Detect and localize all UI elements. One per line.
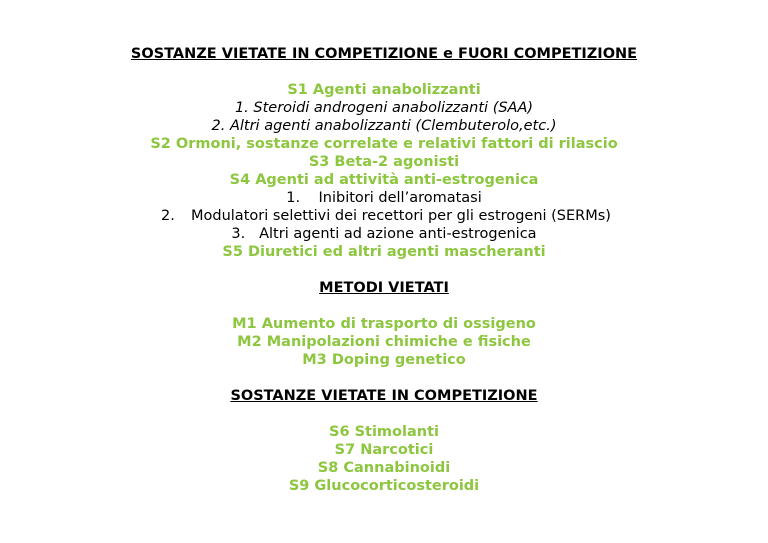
s4-item-2-text: Modulatori selettivi dei recettori per gli estrogeni (SERMs)	[191, 208, 611, 224]
s4-item-1	[0, 189, 768, 207]
section-s2: S2 Ormoni, sostanze correlate e relativi fattori di rilascio	[150, 136, 618, 152]
section-s9: S9 Glucocorticosteroidi	[288, 478, 480, 494]
s4-item-1-number: 1.	[286, 190, 301, 206]
section-s1: S1 Agenti anabolizzanti	[287, 82, 481, 98]
s4-item-1-text: Inibitori dell’aromatasi	[318, 190, 482, 206]
s4-item-2-number: 2.	[161, 208, 175, 224]
s4-item-3	[0, 225, 768, 243]
section-s3: S3 Beta-2 agonisti	[308, 154, 460, 170]
section-s6: S6 Stimolanti	[329, 424, 439, 440]
s1-item-2: 2. Altri agenti anabolizzanti (Clembuterolo,etc.)	[211, 118, 557, 134]
heading-substances-all: SOSTANZE VIETATE IN COMPETIZIONE e FUORI COMPETIZIONE	[130, 46, 638, 62]
method-m1: M1 Aumento di trasporto di ossigeno	[232, 316, 536, 332]
section-s7: S7 Narcotici	[334, 442, 434, 458]
method-m3: M3 Doping genetico	[302, 352, 466, 368]
s4-item-3-number: 3.	[231, 226, 246, 242]
s1-item-1: 1. Steroidi androgeni anabolizzanti (SAA)	[234, 100, 534, 116]
s4-item-3-text: Altri agenti ad azione anti-estrogenica	[259, 226, 537, 242]
heading-substances-in-competition: SOSTANZE VIETATE IN COMPETIZIONE	[230, 388, 538, 404]
section-s5: S5 Diuretici ed altri agenti mascheranti	[222, 244, 546, 260]
section-s4: S4 Agenti ad attività anti-estrogenica	[229, 172, 539, 188]
heading-prohibited-methods: METODI VIETATI	[319, 280, 449, 296]
section-s8: S8 Cannabinoidi	[317, 460, 451, 476]
method-m2: M2 Manipolazioni chimiche e fisiche	[237, 334, 531, 350]
